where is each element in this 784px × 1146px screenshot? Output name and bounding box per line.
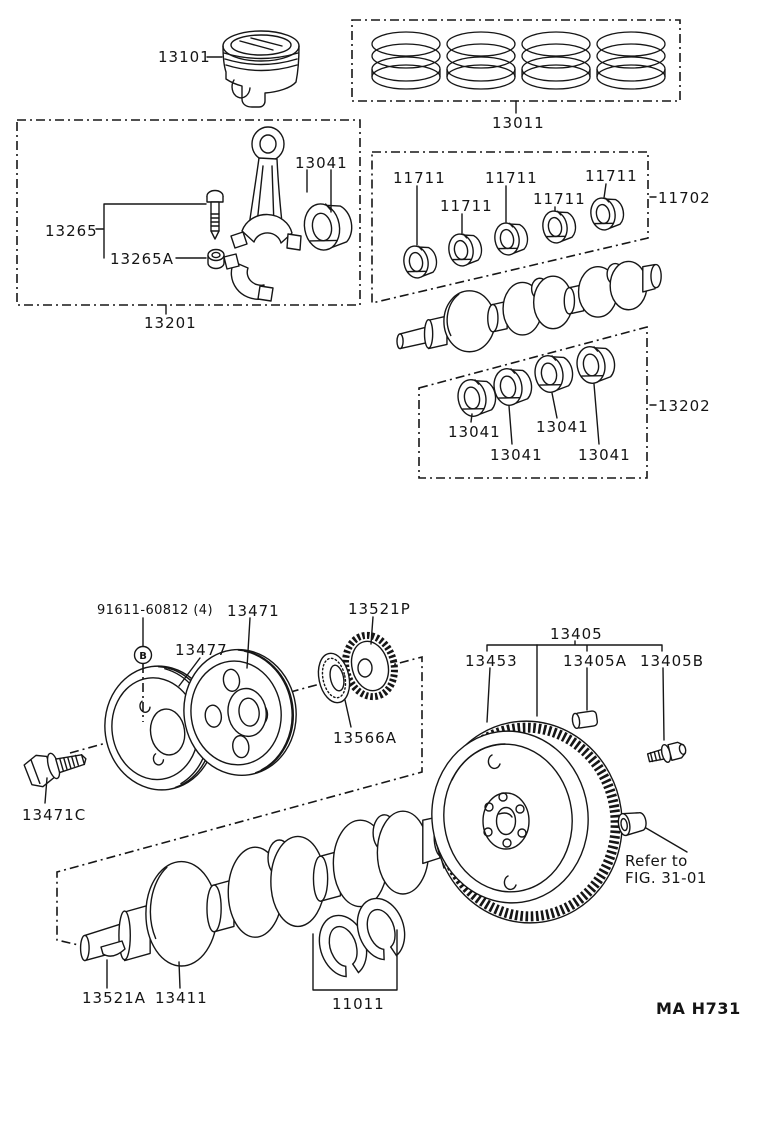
pulley-bolt-drawing bbox=[23, 742, 90, 790]
callout-ring-set: 13011 bbox=[492, 114, 545, 132]
callout-pulley-bolt-spec: 91611-60812 (4) bbox=[97, 603, 213, 618]
callout-crank-bearing-1: 13041 bbox=[448, 423, 501, 441]
pilot-bushing-drawing bbox=[617, 810, 648, 836]
callout-crank-bearing-4: 13041 bbox=[578, 446, 631, 464]
callout-thrust-washers: 11011 bbox=[332, 995, 385, 1013]
rod-nut-drawing bbox=[208, 250, 224, 269]
main-bearing-1 bbox=[401, 243, 438, 280]
callout-crank-bearing-3: 13041 bbox=[536, 418, 589, 436]
callout-main-bearing-3: 11711 bbox=[485, 169, 538, 187]
crank-bearing-2 bbox=[491, 365, 534, 408]
reference-note-line1: Refer to bbox=[625, 852, 688, 870]
callout-main-bearing-set: 11702 bbox=[658, 189, 711, 207]
callout-main-bearing-2: 11711 bbox=[440, 197, 493, 215]
main-bearing-4 bbox=[540, 208, 577, 245]
ring-set-3 bbox=[522, 32, 590, 89]
callout-flywheel: 13405 bbox=[550, 625, 603, 643]
callout-pulley-washer: 13566A bbox=[333, 729, 397, 747]
reference-note-line2: FIG. 31-01 bbox=[625, 869, 707, 887]
callout-rod-nut: 13265A bbox=[110, 250, 174, 268]
callout-main-bearing-5: 11711 bbox=[585, 167, 638, 185]
flywheel-drawing bbox=[421, 709, 635, 935]
flywheel-bolt-drawing bbox=[646, 740, 687, 767]
callout-crankshaft: 13411 bbox=[155, 989, 208, 1007]
figure-code: MA H731 bbox=[656, 999, 741, 1018]
callout-pulley-bolt: 13471C bbox=[22, 806, 87, 824]
callout-flywheel-bolt: 13405B bbox=[640, 652, 705, 670]
callout-main-bearing-4: 11711 bbox=[533, 190, 586, 208]
callout-piston: 13101 bbox=[158, 48, 211, 66]
crank-bearing-4 bbox=[574, 343, 617, 386]
crank-bearing-1 bbox=[455, 376, 498, 419]
ring-set-4 bbox=[597, 32, 665, 89]
callout-rod-bearing: 13041 bbox=[295, 154, 348, 172]
rod-bolt-drawing bbox=[207, 191, 223, 240]
main-bearing-2 bbox=[446, 231, 483, 268]
flywheel-pin-drawing bbox=[572, 711, 598, 729]
callout-flywheel-pin: 13405A bbox=[563, 652, 627, 670]
callout-rod-subassy: 13201 bbox=[144, 314, 197, 332]
main-bearing-3 bbox=[492, 220, 529, 257]
main-bearing-5 bbox=[588, 195, 625, 232]
callout-ring-gear: 13453 bbox=[465, 652, 518, 670]
piston-ring-sets-drawing bbox=[372, 32, 665, 89]
piston-drawing bbox=[223, 31, 299, 107]
callout-crank-bearing-set: 13202 bbox=[658, 397, 711, 415]
callout-main-bearing-1: 11711 bbox=[393, 169, 446, 187]
callout-pulley-outer: 13477 bbox=[175, 641, 228, 659]
crank-bearing-3 bbox=[532, 352, 575, 395]
ring-set-1 bbox=[372, 32, 440, 89]
ring-set-2 bbox=[447, 32, 515, 89]
callout-timing-pulley: 13521P bbox=[348, 600, 411, 618]
callout-crankshaft-key: 13521A bbox=[82, 989, 146, 1007]
upper-crankshaft-drawing bbox=[397, 261, 661, 351]
crank-bearings-drawing bbox=[455, 343, 617, 419]
callout-crank-bearing-2: 13041 bbox=[490, 446, 543, 464]
callout-rod-bolt: 13265 bbox=[45, 222, 98, 240]
callout-pulley: 13471 bbox=[227, 602, 280, 620]
rod-bearing-drawing bbox=[301, 199, 355, 253]
bolt-mark-letter: B bbox=[139, 651, 147, 662]
